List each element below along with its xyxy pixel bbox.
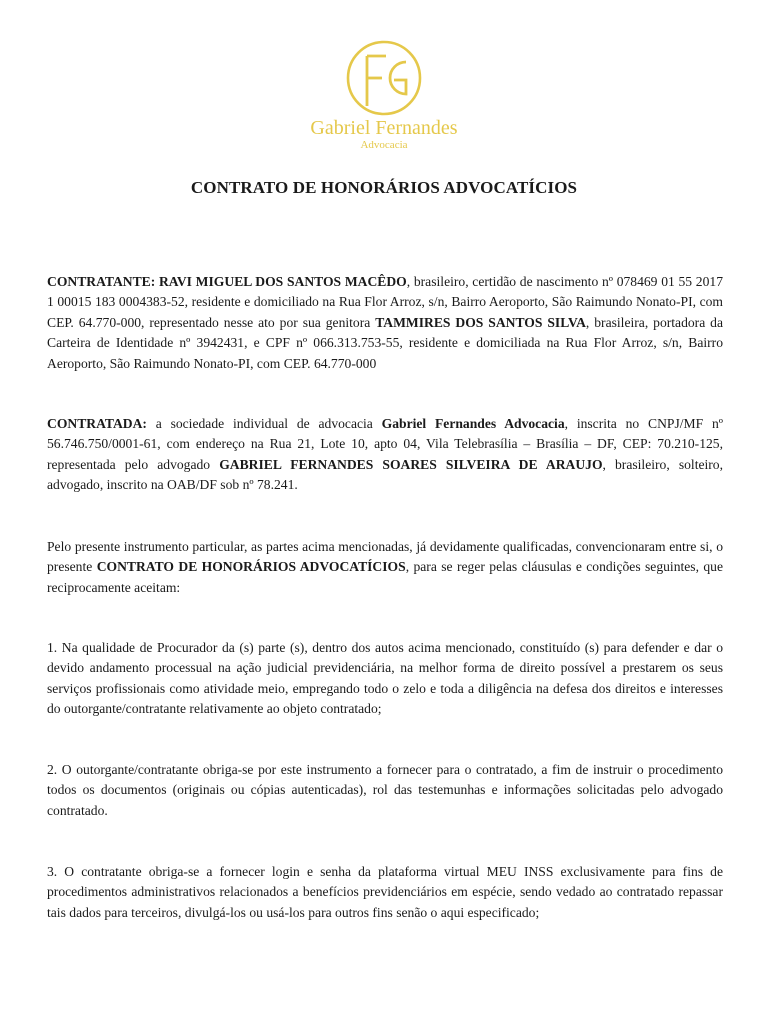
clause-3: 3. O contratante obriga-se a fornecer login e senha da plataforma virtual MEU INSS exclusivamente para fins de procedimentos administrativos relacionados a benefícios previdenciários em espécie, sendo vedado ao contratado repassar tais dados para terceiros, divulgá-los ou usá-los para outros fins senão o aqui especificado; bbox=[47, 864, 723, 920]
contratante-text-1: , brasileiro, certidão de nascimento nº 078469 01 55 2017 1 00015 183 0004383-52, residente e domiciliado na Rua Flor Arroz, s/n, Bairro Aeroporto, São Raimundo Nonato-PI, com CEP. 64.770-000, representado nesse ato por sua genitora bbox=[47, 274, 723, 330]
contratante-text-2: , brasileira, portadora da Carteira de Identidade nº 3942431, e CPF nº 066.313.753-55, residente e domiciliada na Rua Flor Arroz, s/n, Bairro Aeroporto, São Raimundo Nonato-PI, com CEP. 64.770-000 bbox=[47, 314, 723, 371]
contratada-label: CONTRATADA: bbox=[47, 416, 147, 431]
logo-name: Gabriel Fernandes bbox=[310, 117, 458, 139]
contratada-paragraph bbox=[47, 414, 723, 496]
contratada-text-1: a sociedade individual de advocacia bbox=[146, 416, 382, 431]
intro-contract-name: CONTRATO DE HONORÁRIOS ADVOCATÍCIOS bbox=[96, 559, 406, 575]
intro-paragraph bbox=[47, 537, 723, 598]
contratante-name: RAVI MIGUEL DOS SANTOS MACÊDO bbox=[158, 274, 407, 289]
intro-text-1: Pelo presente instrumento particular, as partes acima mencionadas, já devidamente qualificadas, convencionaram entre si, o presente bbox=[47, 539, 723, 575]
gf-monogram-icon bbox=[294, 40, 474, 152]
contratada-text-2: , inscrita no CNPJ/MF nº 56.746.750/0001-61, com endereço na Rua 21, Lote 10, apto 04, Vila Telebrasília – Brasília – DF, CEP: 70.210-125, representada pelo advogado bbox=[47, 416, 723, 472]
clause-2: 2. O outorgante/contratante obriga-se por este instrumento a fornecer para o contratado, a fim de instruir o procedimento todos os documentos (originais ou cópias autenticadas), rol das testemunhas e informações solicitadas pelo advogado contratado. bbox=[47, 762, 723, 818]
clause-1: 1. Na qualidade de Procurador da (s) parte (s), dentro dos autos acima mencionado, constituído (s) para defender e dar o devido andamento processual na ação judicial previdenciária, na melhor forma de direito possível a prestarem os seus serviços profissionais como atividade meio, empregando todo o zelo e toda a diligência na defesa dos direitos e interesses do outorgante/contratante relativamente ao objeto contratado; bbox=[47, 640, 723, 717]
document-title: CONTRATO DE HONORÁRIOS ADVOCATÍCIOS bbox=[190, 178, 578, 197]
firm-logo bbox=[0, 40, 768, 152]
contratante-paragraph bbox=[47, 272, 723, 374]
firm-name: Gabriel Fernandes Advocacia bbox=[381, 416, 565, 431]
logo-subtitle: Advocacia bbox=[360, 139, 408, 151]
contratada-text-3: , brasileiro, solteiro, advogado, inscrito na OAB/DF sob nº 78.241. bbox=[47, 456, 723, 493]
guardian-name: TAMMIRES DOS SANTOS SILVA bbox=[375, 314, 586, 330]
lawyer-name: GABRIEL FERNANDES SOARES SILVEIRA DE ARAUJO bbox=[219, 456, 603, 472]
contratante-label: CONTRATANTE: bbox=[47, 274, 156, 289]
intro-text-2: , para se reger pelas cláusulas e condições seguintes, que reciprocamente aceitam: bbox=[47, 559, 724, 595]
